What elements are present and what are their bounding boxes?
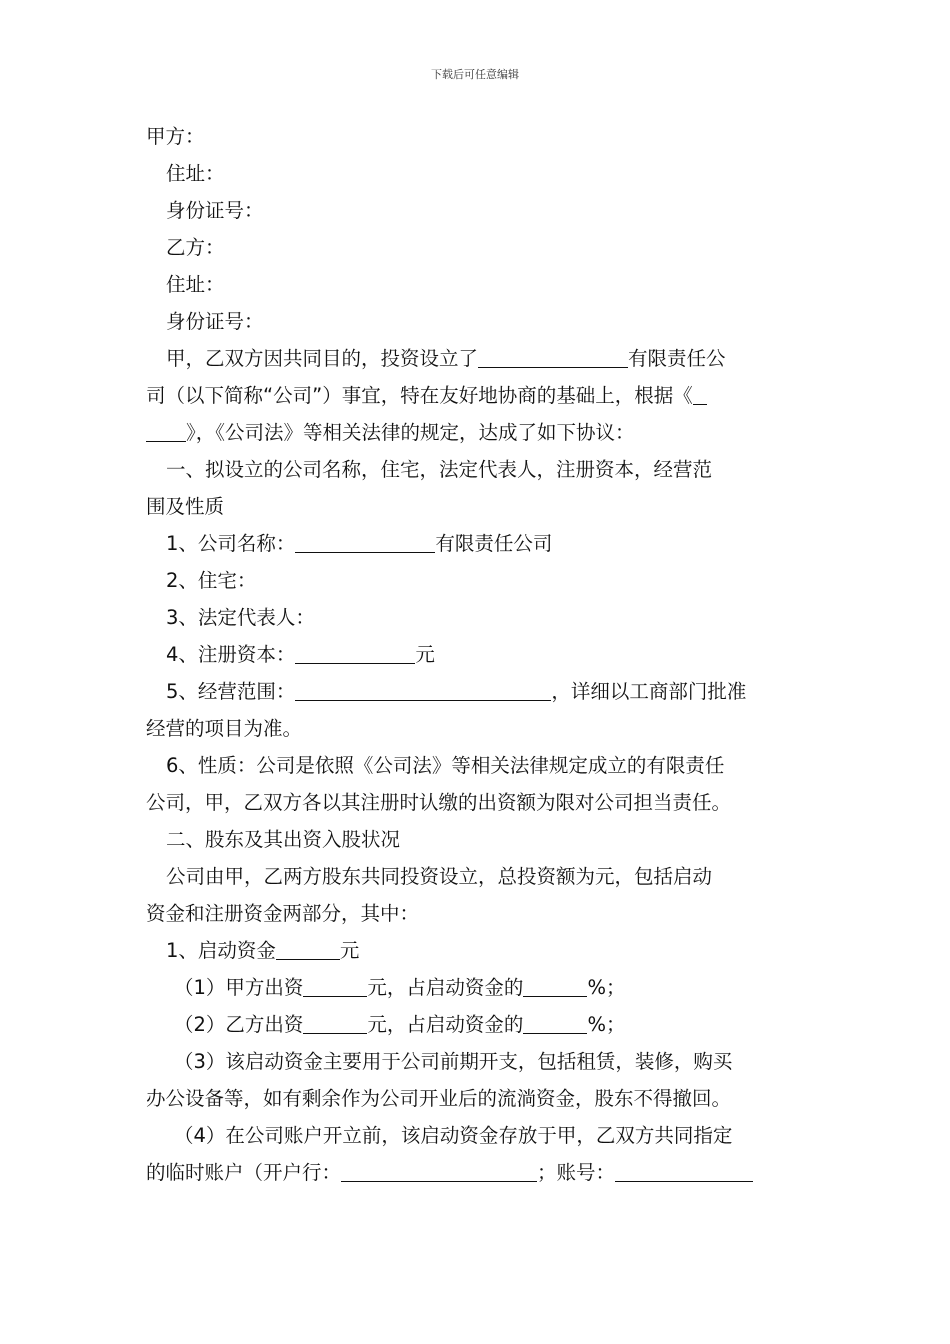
page-header: 下载后可任意编辑 [431, 68, 519, 81]
party-a-id: 身份证号： [166, 199, 264, 222]
party-b-id: 身份证号： [166, 310, 264, 333]
party-a-label: 甲方： [146, 125, 205, 148]
bank-field[interactable] [341, 1161, 537, 1182]
contract-body [146, 118, 810, 1191]
temp-account-cont: 的临时账户（开户行： ；账号： [146, 1154, 810, 1191]
party-b-address: 住址： [166, 273, 225, 296]
basis-blank[interactable] [693, 384, 707, 405]
party-b-contribution: （2）乙方出资 元，占启动资金的 %； [174, 1013, 626, 1036]
item-legal-rep: 3、法定代表人： [166, 606, 315, 629]
basis-blank-cont[interactable] [146, 421, 186, 442]
preamble-line-1: 甲，乙双方因共同目的，投资设立了 有限责任公 [166, 347, 726, 370]
fund-usage-cont: 办公设备等，如有剩余作为公司开业后的流淌资金，股东不得撤回。 [146, 1087, 732, 1110]
item-nature: 6、性质：公司是依照《公司法》等相关法律规定成立的有限责任 [166, 754, 725, 777]
party-b-amount-field[interactable] [303, 1013, 367, 1034]
party-a-contribution: （1）甲方出资 元，占启动资金的 %； [174, 976, 626, 999]
preamble-line-2: 司（以下简称“公司”）事宜，特在友好地协商的基础上，根据《 [146, 377, 810, 414]
item-address: 2、住宅： [166, 569, 257, 592]
item-company-name: 1、公司名称： 有限责任公司 [166, 532, 553, 555]
party-a-amount-field[interactable] [303, 976, 367, 997]
party-b-percent-field[interactable] [523, 1013, 587, 1034]
party-a-address: 住址： [166, 162, 225, 185]
company-name-field[interactable] [295, 532, 435, 553]
temp-account: （4）在公司账户开立前，该启动资金存放于甲，乙双方共同指定 [174, 1124, 733, 1147]
section-2-title: 二、股东及其出资入股状况 [166, 828, 401, 851]
item-scope-cont: 经营的项目为准。 [146, 717, 303, 740]
party-b-label: 乙方： [166, 236, 225, 259]
item-scope: 5、经营范围： ，详细以工商部门批准 [166, 680, 747, 703]
party-a-percent-field[interactable] [523, 976, 587, 997]
item-capital: 4、注册资本： 元 [166, 643, 435, 666]
company-name-blank[interactable] [478, 347, 628, 368]
startup-fund: 1、启动资金 元 [166, 939, 360, 962]
startup-fund-field[interactable] [276, 939, 340, 960]
section-1-title-cont: 围及性质 [146, 495, 225, 518]
investment-line-2: 资金和注册资金两部分，其中： [146, 902, 420, 925]
item-nature-cont: 公司，甲，乙双方各以其注册时认缴的出资额为限对公司担当责任。 [146, 791, 732, 814]
fund-usage: （3）该启动资金主要用于公司前期开支，包括租赁，装修，购买 [174, 1050, 733, 1073]
scope-field[interactable] [295, 680, 551, 701]
preamble-line-3: 》，《公司法》等相关法律的规定，达成了如下协议： [146, 414, 810, 451]
capital-field[interactable] [295, 643, 415, 664]
account-number-field[interactable] [615, 1161, 753, 1182]
investment-line-1: 公司由甲，乙两方股东共同投资设立，总投资额为元，包括启动 [166, 865, 713, 888]
section-1-title: 一、拟设立的公司名称，住宅，法定代表人，注册资本，经营范 [166, 458, 713, 481]
